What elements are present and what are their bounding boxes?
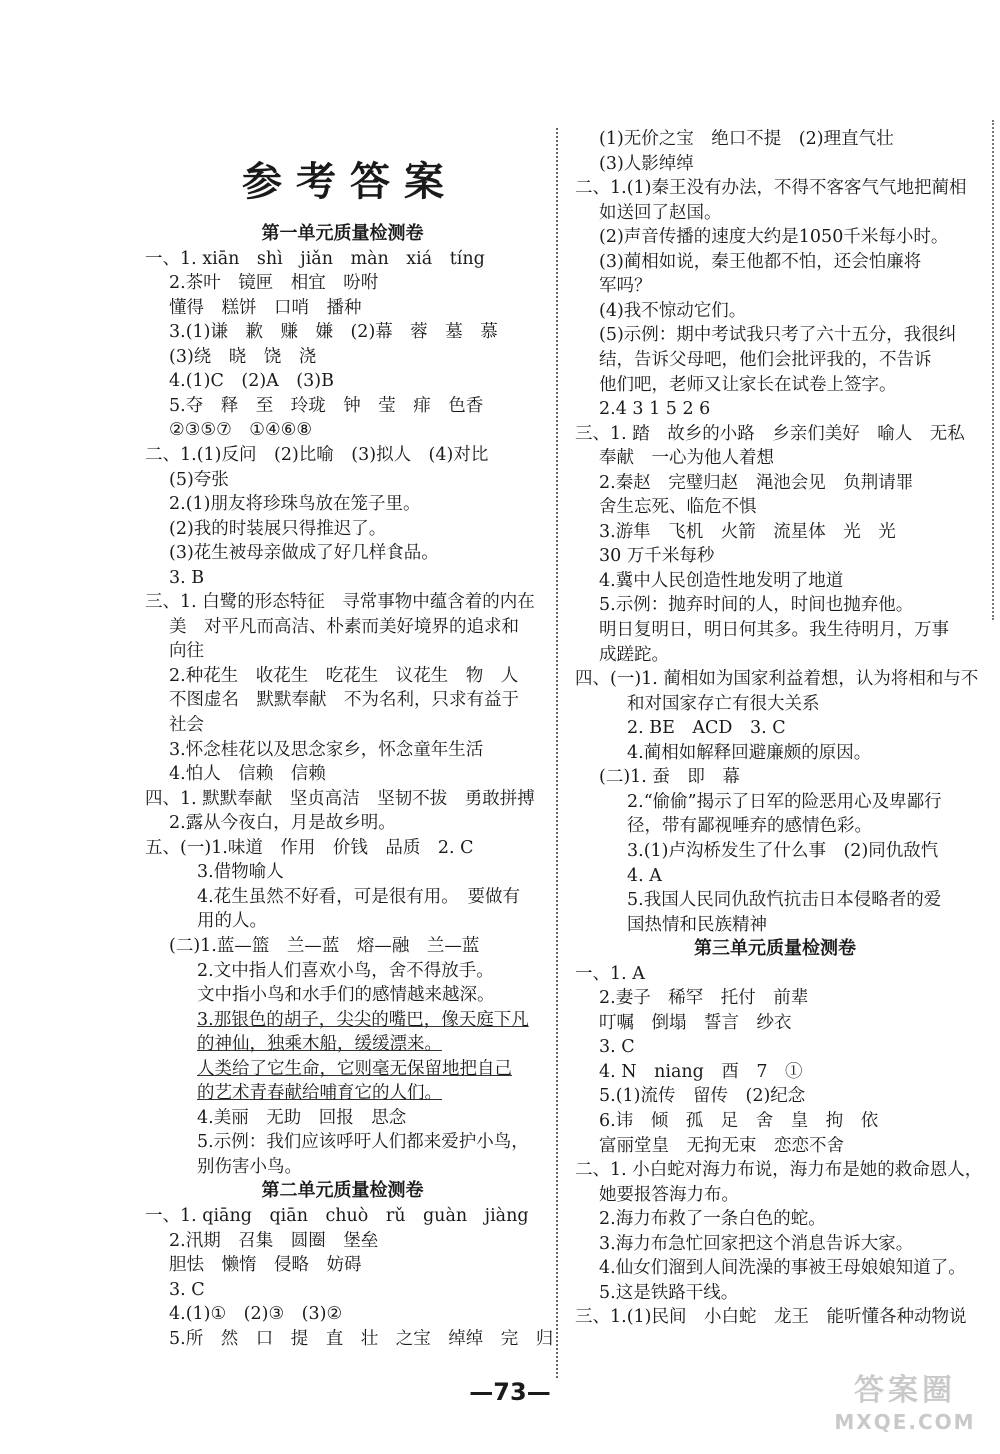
answer-line: 胆怯 懒惰 侵略 妨碍 xyxy=(169,1255,362,1276)
page-title: 参考答案 xyxy=(242,158,458,205)
answer-line: 二、1. 小白蛇对海力布说，海力布是她的救命恩人， xyxy=(575,1160,983,1181)
answer-line: 3.游隼 飞机 火箭 流星体 光 光 xyxy=(599,521,896,542)
answer-line: 富丽堂皇 无拘无束 恋恋不舍 xyxy=(599,1135,844,1156)
answer-line: (2)声音传播的速度大约是1050千米每小时。 xyxy=(599,227,949,248)
answer-line: 4.美丽 无助 回报 思念 xyxy=(197,1107,407,1128)
answer-line: 五、(一)1.味道 作用 价钱 品质 2. C xyxy=(145,837,474,858)
answer-line: (3)花生被母亲做成了好几样食品。 xyxy=(169,543,439,564)
answer-line: (4)我不惊动它们。 xyxy=(599,300,747,321)
watermark-bottom-text: MXQE.COM xyxy=(834,1410,976,1434)
section-heading: 第一单元质量检测卷 xyxy=(261,223,424,244)
answer-line: 3.(1)谦 歉 赚 嫌 (2)幕 蓉 墓 慕 xyxy=(169,322,498,343)
answer-line: 国热情和民族精神 xyxy=(627,914,767,935)
answer-line: 5.我国人民同仇敌忾抗击日本侵略者的爱 xyxy=(627,890,942,911)
answer-line: 3.海力布急忙回家把这个消息告诉大家。 xyxy=(599,1233,914,1254)
answer-line: 别伤害小鸟。 xyxy=(197,1156,302,1177)
answer-line: 5.这是铁路干线。 xyxy=(599,1282,739,1303)
answer-line: 2.4 3 1 5 2 6 xyxy=(599,399,711,420)
answer-line: 4.(1)C (2)A (3)B xyxy=(169,371,334,392)
answer-line: 人类给了它生命，它则毫无保留地把自己 xyxy=(197,1058,512,1079)
answer-line: 叮嘱 倒塌 誓言 纱衣 xyxy=(599,1012,792,1033)
answer-line: 的艺术青春献给哺育它的人们。 xyxy=(197,1083,442,1104)
answer-line: 3. B xyxy=(169,567,205,588)
answer-line: 4.怕人 信赖 信赖 xyxy=(169,764,326,785)
answer-line: 如送回了赵国。 xyxy=(599,202,722,223)
answer-line: 4.蔺相如解释回避廉颇的原因。 xyxy=(627,742,872,763)
answer-line: 文中指小鸟和水手们的感情越来越深。 xyxy=(197,985,495,1006)
answer-line: 一、1. xiān shì jiǎn màn xiá tíng xyxy=(145,248,485,269)
answer-line: 2.海力布救了一条白色的蛇。 xyxy=(599,1209,826,1230)
answer-line: (3)绕 晓 饶 浇 xyxy=(169,346,317,367)
answer-line: 奉献 一心为他人着想 xyxy=(599,448,774,469)
answer-line: 4.冀中人民创造性地发明了地道 xyxy=(599,570,844,591)
answer-line: (1)无价之宝 绝口不提 (2)理直气壮 xyxy=(599,129,894,149)
answer-line: 4. N niang 酉 7 ① xyxy=(599,1061,803,1082)
answer-line: 6.讳 倾 孤 足 舍 皇 拘 依 xyxy=(599,1111,879,1131)
answer-line: 4.(1)① (2)③ (3)② xyxy=(169,1304,343,1325)
answer-line: 用的人。 xyxy=(197,911,267,932)
answer-line: 明日复明日，明日何其多。我生待明月，万事 xyxy=(599,620,949,640)
answer-line: 懂得 糕饼 口哨 播种 xyxy=(169,297,362,318)
answer-line: 2.文中指人们喜欢小鸟，舍不得放手。 xyxy=(197,960,494,981)
answer-line: 3.怀念桂花以及思念家乡，怀念童年生活 xyxy=(169,739,484,760)
answer-line: 2.茶叶 镜匣 相宜 吩咐 xyxy=(169,273,379,294)
answer-line: 舍生忘死、临危不惧 xyxy=(599,497,757,518)
answer-line: 4.花生虽然不好看，可是很有用。 要做有 xyxy=(197,886,520,907)
answer-line: 一、1. A xyxy=(575,963,645,984)
answer-line: 2.种花生 收花生 吃花生 议花生 物 人 xyxy=(169,665,519,686)
answer-line: 3.(1)卢沟桥发生了什么事 (2)同仇敌忾 xyxy=(627,840,939,861)
answer-line: 他们吧，老师又让家长在试卷上签字。 xyxy=(599,374,897,395)
page-edge-dots xyxy=(992,120,994,620)
answer-line: ②③⑤⑦ ①④⑥⑧ xyxy=(169,420,313,441)
section-heading: 第三单元质量检测卷 xyxy=(694,938,856,960)
answer-line: 30 万千米每秒 xyxy=(599,546,715,567)
answer-line: (3)人影绰绰 xyxy=(599,153,694,174)
answer-line: 径，带有鄙视唾弃的感情色彩。 xyxy=(627,816,872,837)
answer-line: (5)夸张 xyxy=(169,469,229,490)
column-divider xyxy=(556,128,558,1378)
answer-line: 军吗？ xyxy=(599,276,652,297)
answer-line: 3.借物喻人 xyxy=(197,862,284,883)
answer-line: 2.秦赵 完璧归赵 渑池会见 负荆请罪 xyxy=(599,472,914,493)
answer-line: 4.仙女们溜到人间洗澡的事被王母娘娘知道了。 xyxy=(599,1258,966,1279)
answer-line: 结，告诉父母吧，他们会批评我的，不告诉 xyxy=(599,349,932,370)
answer-line: 四、(一)1. 蔺相如为国家利益着想，认为将相和与不 xyxy=(575,669,979,690)
answer-line: 一、1. qiāng qiān chuò rǔ guàn jiàng xyxy=(145,1206,529,1226)
answer-line: 5.(1)流传 留传 (2)纪念 xyxy=(599,1086,806,1107)
answer-line: 不图虚名 默默奉献 不为名利，只求有益于 xyxy=(169,690,519,711)
answer-line: 3.那银色的胡子，尖尖的嘴巴，像天庭下凡 xyxy=(197,1009,529,1030)
answer-line: 2.妻子 稀罕 托付 前辈 xyxy=(599,988,809,1009)
answer-line: 3. C xyxy=(169,1279,205,1300)
answer-line: 3. C xyxy=(599,1037,635,1058)
answer-line: 她要报答海力布。 xyxy=(599,1184,739,1205)
answer-line: 2. BE ACD 3. C xyxy=(627,718,786,739)
section-heading: 第二单元质量检测卷 xyxy=(261,1180,424,1202)
answer-line: 2.汛期 召集 圆圈 堡垒 xyxy=(169,1230,379,1251)
page-number: —73— xyxy=(469,1378,551,1406)
answer-line: 美 对平凡而高洁、朴素而美好境界的追求和 xyxy=(169,616,519,637)
answer-line: 5.示例：抛弃时间的人，时间也抛弃他。 xyxy=(599,595,914,616)
answer-line: 5.所 然 口 提 直 壮 之宝 绰绰 完 归 xyxy=(169,1328,554,1349)
answer-line: (2)我的时装展只得推迟了。 xyxy=(169,518,387,539)
answer-line: 二、1.(1)秦王没有办法，不得不客客气气地把蔺相 xyxy=(575,178,967,199)
answer-line: 5.示例：我们应该呼吁人们都来爱护小鸟， xyxy=(197,1132,529,1153)
answer-line: 三、1.(1)民间 小白蛇 龙王 能听懂各种动物说 xyxy=(575,1307,967,1328)
answer-line: 二、1.(1)反问 (2)比喻 (3)拟人 (4)对比 xyxy=(145,444,489,465)
answer-line: 社会 xyxy=(169,715,204,735)
answer-line: (5)示例：期中考试我只考了六十五分，我很纠 xyxy=(599,325,957,346)
answer-line: (二)1. 蚕 即 幕 xyxy=(599,767,740,788)
answer-line: (二)1.蓝—篮 兰—蓝 熔—融 兰—蓝 xyxy=(169,935,480,956)
answer-line: 三、1. 白鹭的形态特征 寻常事物中蕴含着的内在 xyxy=(145,592,535,613)
answer-line: 2.“偷偷”揭示了日军的险恶用心及卑鄙行 xyxy=(627,791,942,812)
answer-line: 成蹉跎。 xyxy=(599,644,669,665)
watermark-logo xyxy=(820,1372,990,1442)
answer-line: 四、1. 默默奉献 坚贞高洁 坚韧不拔 勇敢拼搏 xyxy=(145,788,535,809)
answer-line: 2.(1)朋友将珍珠鸟放在笼子里。 xyxy=(169,494,421,515)
answer-line: 和对国家存亡有很大关系 xyxy=(627,693,820,714)
answer-line: 的神仙，独乘木船，缓缓漂来。 xyxy=(197,1034,442,1055)
answer-line: 2.露从今夜白，月是故乡明。 xyxy=(169,813,396,834)
watermark-top-text: 答案圈 xyxy=(854,1373,956,1408)
answer-line: 5.夺 释 至 玲珑 钟 莹 痱 色香 xyxy=(169,395,484,416)
answer-line: 4. A xyxy=(627,865,662,886)
answer-line: 三、1. 踏 故乡的小路 乡亲们美好 喻人 无私 xyxy=(575,423,965,444)
answer-line: (3)蔺相如说，秦王他都不怕，还会怕廉将 xyxy=(599,251,922,272)
answer-line: 向往 xyxy=(169,641,204,662)
